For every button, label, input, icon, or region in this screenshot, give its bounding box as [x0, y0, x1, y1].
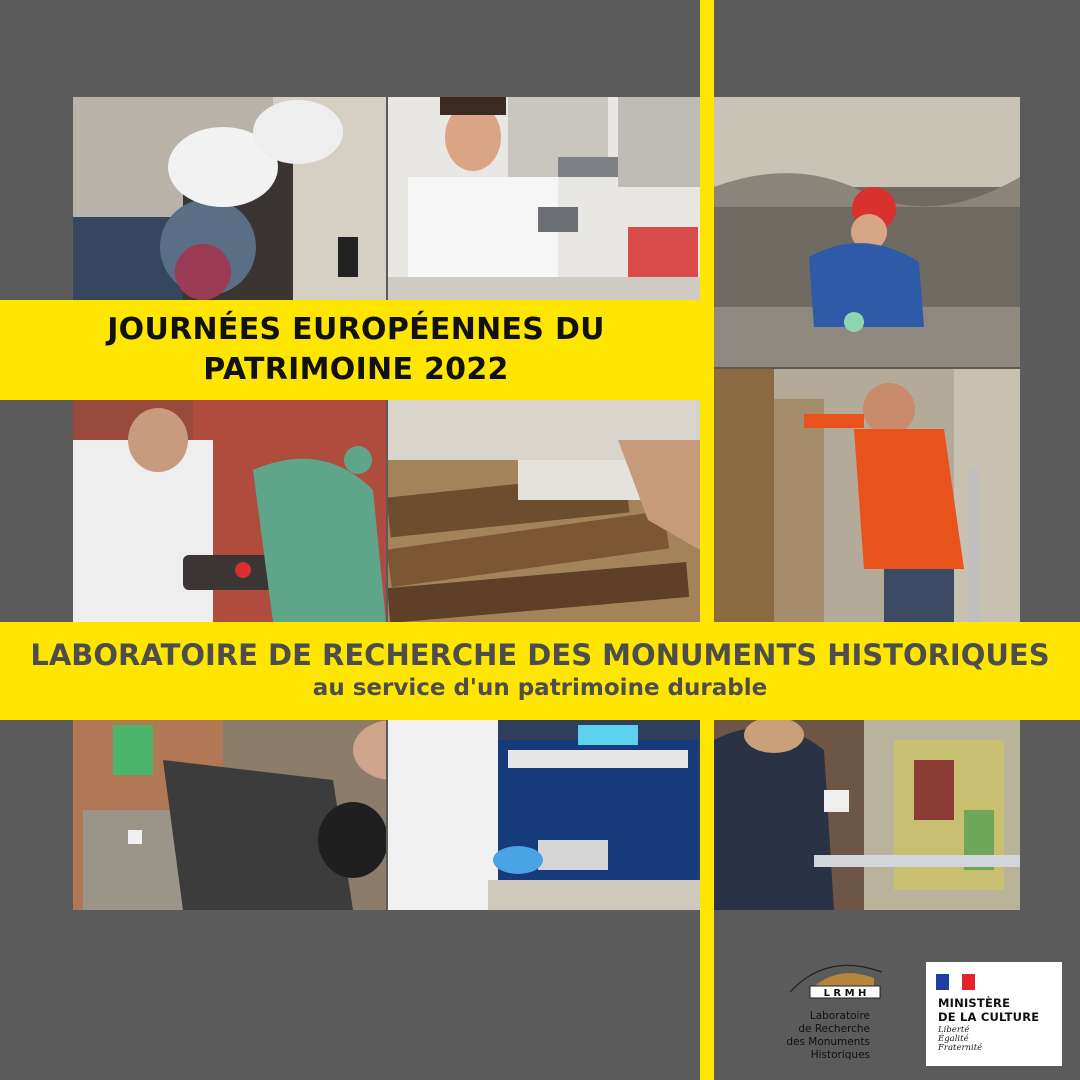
ministere-logo [926, 962, 1062, 1066]
french-flag-icon [936, 974, 974, 990]
photo-wood-beams-sampling [388, 400, 700, 622]
event-title-line1: JOURNÉES EUROPÉENNES DU [107, 312, 605, 347]
photo-cave-explorer [714, 97, 1020, 367]
photo-worker-orange-jacket [714, 369, 1020, 622]
lrmh-badge-letters: L R M H [823, 988, 867, 999]
motto-fraternite: Fraternité [938, 1043, 983, 1053]
lab-subtitle: au service d'un patrimoine durable [312, 675, 768, 701]
lrmh-name [752, 1010, 870, 1062]
ministere-line1: MINISTÈRE [938, 996, 1011, 1010]
photo-wall-inspection [73, 720, 386, 910]
lrmh-line: Laboratoire [809, 1010, 870, 1022]
lrmh-line: des Monuments [786, 1036, 870, 1048]
vertical-accent-line [700, 0, 714, 1080]
event-banner [0, 300, 700, 400]
lab-title: LABORATOIRE DE RECHERCHE DES MONUMENTS HISTORIQUES [30, 638, 1050, 672]
motto-liberte: Liberté [938, 1025, 970, 1035]
lrmh-logo [752, 960, 892, 1070]
event-title-line2: PATRIMOINE 2022 [203, 352, 509, 387]
photo-stained-glass [714, 720, 1020, 910]
photo-xrf-gargoyle [73, 400, 386, 622]
ministere-line2: DE LA CULTURE [938, 1010, 1040, 1024]
lrmh-badge-icon [782, 960, 890, 1004]
photo-lab-instrument [388, 720, 700, 910]
lab-banner [0, 622, 1080, 720]
photo-climbers-wall [73, 97, 386, 300]
photo-scientist-microscope [388, 97, 700, 300]
lrmh-line: Historiques [810, 1049, 870, 1061]
motto-egalite: Égalité [938, 1034, 969, 1044]
lrmh-line: de Recherche [798, 1023, 870, 1035]
